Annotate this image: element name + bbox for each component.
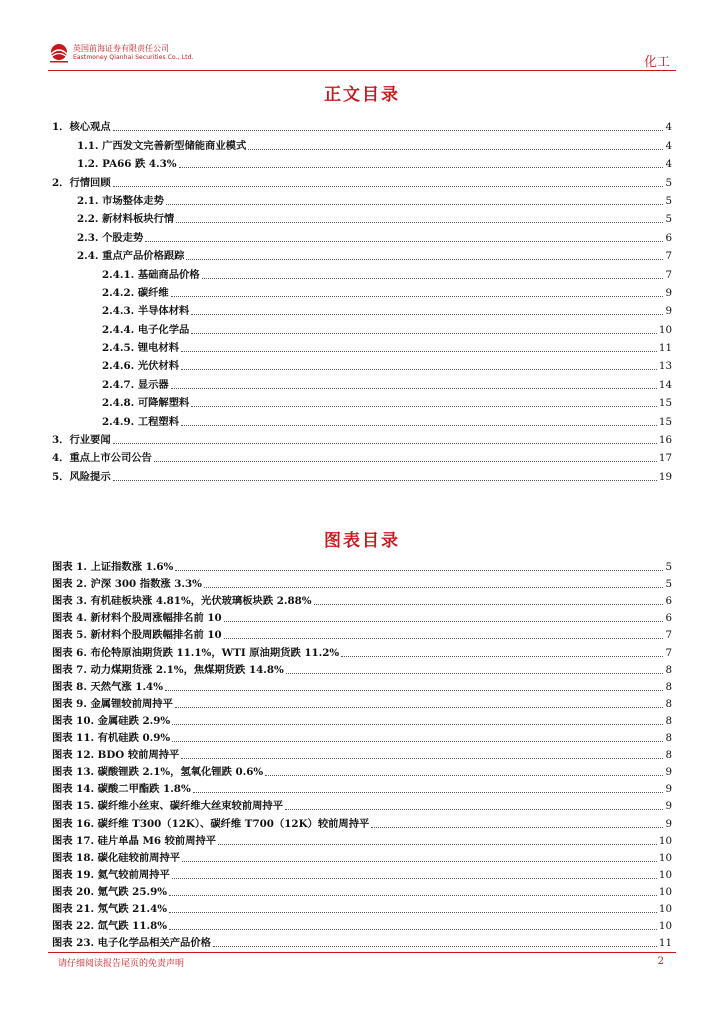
toc-entry[interactable] <box>52 300 672 318</box>
company-logo-icon <box>48 42 70 64</box>
figure-entry-page: 11 <box>658 937 672 950</box>
dot-leader <box>169 912 657 913</box>
figure-entry[interactable] <box>52 762 672 779</box>
figure-entry[interactable] <box>52 848 672 865</box>
figure-entry-page: 8 <box>665 749 672 762</box>
toc-entry[interactable] <box>52 226 672 244</box>
toc-entry-page: 9 <box>665 305 672 318</box>
toc-entry[interactable] <box>52 171 672 189</box>
dot-leader <box>172 724 663 725</box>
toc-entry[interactable] <box>52 410 672 428</box>
dot-leader <box>171 388 657 389</box>
toc-entry-page: 15 <box>658 397 672 410</box>
figure-entry[interactable] <box>52 813 672 830</box>
dot-leader <box>286 673 664 674</box>
footer-disclaimer: 请仔细阅读报告尾页的免责声明 <box>58 959 185 969</box>
toc-entry-label: 5．风险提示 <box>52 470 111 483</box>
dot-leader <box>113 443 657 444</box>
figure-entry-page: 7 <box>665 629 672 642</box>
figures-list <box>52 557 672 950</box>
toc-entry-page: 6 <box>665 231 672 244</box>
toc-list <box>52 116 672 484</box>
figure-entry-label: 图表 16. 碳纤维 T300（12K）、碳纤维 T700（12K）较前周持平 <box>52 817 370 830</box>
toc-entry[interactable] <box>52 465 672 483</box>
dot-leader <box>265 775 663 776</box>
dot-leader <box>169 895 657 896</box>
toc-entry-page: 7 <box>665 250 672 263</box>
toc-entry[interactable] <box>52 392 672 410</box>
figure-entry-page: 10 <box>658 920 672 933</box>
figures-title: 图表目录 <box>324 531 400 551</box>
dot-leader <box>248 149 663 150</box>
company-name-en: Eastmoney Qianhai Securities Co., Ltd. <box>73 54 194 61</box>
toc-entry-label: 2.1. 市场整体走势 <box>77 194 164 207</box>
toc-entry-page: 7 <box>665 268 672 281</box>
figure-entry-label: 图表 23. 电子化学品相关产品价格 <box>52 937 211 950</box>
toc-entry-label: 2.4.1. 基础商品价格 <box>102 268 200 281</box>
toc-entry-page: 14 <box>658 378 672 391</box>
toc-entry[interactable] <box>52 318 672 336</box>
footer-divider <box>48 952 676 953</box>
figure-entry-page: 6 <box>665 595 672 608</box>
dot-leader <box>371 827 663 828</box>
toc-entry-page: 5 <box>665 176 672 189</box>
figure-entry-page: 8 <box>665 732 672 745</box>
figure-entry-page: 7 <box>665 646 672 659</box>
figure-entry[interactable] <box>52 591 672 608</box>
figure-entry-page: 8 <box>665 697 672 710</box>
dot-leader <box>175 707 664 708</box>
figure-entry[interactable] <box>52 642 672 659</box>
toc-entry-label: 2.4.6. 光伏材料 <box>102 360 180 373</box>
dot-leader <box>224 621 664 622</box>
figure-entry-label: 图表 5. 新材料个股周跌幅排名前 10 <box>52 629 222 642</box>
figure-entry[interactable] <box>52 745 672 762</box>
page-number: 2 <box>657 956 664 967</box>
figure-entry-label: 图表 21. 氖气跌 21.4% <box>52 902 168 915</box>
figure-entry-label: 图表 7. 动力煤期货涨 2.1%，焦煤期货跌 14.8% <box>52 663 284 676</box>
toc-entry-page: 11 <box>658 342 672 355</box>
toc-entry[interactable] <box>52 208 672 226</box>
toc-entry-label: 2.3. 个股走势 <box>77 231 144 244</box>
toc-entry[interactable] <box>52 190 672 208</box>
dot-leader <box>171 296 664 297</box>
header-divider <box>48 70 676 71</box>
toc-entry[interactable] <box>52 245 672 263</box>
toc-entry-label: 3．行业要闻 <box>52 434 111 447</box>
dot-leader <box>176 222 663 223</box>
figure-entry-page: 10 <box>658 834 672 847</box>
dot-leader <box>202 278 664 279</box>
dot-leader <box>341 656 663 657</box>
dot-leader <box>154 461 657 462</box>
figure-entry-page: 8 <box>665 663 672 676</box>
toc-entry[interactable] <box>52 116 672 134</box>
dot-leader <box>165 690 663 691</box>
figure-entry[interactable] <box>52 608 672 625</box>
toc-entry[interactable] <box>52 373 672 391</box>
figure-entry[interactable] <box>52 625 672 642</box>
dot-leader <box>113 186 664 187</box>
dot-leader <box>182 861 657 862</box>
figure-entry[interactable] <box>52 796 672 813</box>
toc-entry-label: 2.4.2. 碳纤维 <box>102 286 169 299</box>
toc-entry-label: 1．核心观点 <box>52 121 111 134</box>
toc-entry-page: 4 <box>665 121 672 134</box>
figure-entry[interactable] <box>52 779 672 796</box>
toc-entry[interactable] <box>52 153 672 171</box>
dot-leader <box>113 130 664 131</box>
toc-entry-label: 2.4.8. 可降解塑料 <box>102 397 190 410</box>
dot-leader <box>213 946 657 947</box>
figure-entry-label: 图表 2. 沪深 300 指数涨 3.3% <box>52 578 202 591</box>
toc-entry-label: 2.4.5. 锂电材料 <box>102 342 180 355</box>
industry-label: 化工 <box>643 55 670 70</box>
toc-entry-label: 1.1. 广西发文完善新型储能商业模式 <box>77 139 247 152</box>
figure-entry[interactable] <box>52 677 672 694</box>
page-header <box>48 40 676 70</box>
figure-entry-label: 图表 20. 氪气跌 25.9% <box>52 885 168 898</box>
figure-entry-label: 图表 8. 天然气涨 1.4% <box>52 680 163 693</box>
figure-entry-page: 10 <box>658 868 672 881</box>
dot-leader <box>204 587 663 588</box>
figure-entry[interactable] <box>52 660 672 677</box>
figure-entry[interactable] <box>52 933 672 950</box>
figure-entry-label: 图表 12. BDO 较前周持平 <box>52 749 180 762</box>
figure-entry[interactable] <box>52 694 672 711</box>
figure-entry-page: 10 <box>658 885 672 898</box>
toc-entry-label: 2.2. 新材料板块行情 <box>77 213 175 226</box>
figure-entry-page: 9 <box>665 817 672 830</box>
dot-leader <box>169 929 657 930</box>
dot-leader <box>181 425 657 426</box>
dot-leader <box>181 758 663 759</box>
toc-entry-label: 2.4. 重点产品价格跟踪 <box>77 250 185 263</box>
figure-entry[interactable] <box>52 882 672 899</box>
dot-leader <box>181 369 657 370</box>
dot-leader <box>145 241 663 242</box>
figure-entry-page: 5 <box>665 561 672 574</box>
figure-entry-page: 9 <box>665 800 672 813</box>
toc-entry-label: 1.2. PA66 跌 4.3% <box>77 158 177 171</box>
figure-entry[interactable] <box>52 557 672 574</box>
figure-entry[interactable] <box>52 728 672 745</box>
toc-entry-label: 2.4.7. 显示器 <box>102 378 169 391</box>
toc-entry-page: 16 <box>658 434 672 447</box>
dot-leader <box>186 259 663 260</box>
figure-entry-label: 图表 13. 碳酸锂跌 2.1%，氢氧化锂跌 0.6% <box>52 766 264 779</box>
figure-entry[interactable] <box>52 574 672 591</box>
dot-leader <box>224 638 664 639</box>
toc-entry-page: 10 <box>658 323 672 336</box>
toc-entry[interactable] <box>52 447 672 465</box>
figure-entry[interactable] <box>52 831 672 848</box>
figure-entry-label: 图表 15. 碳纤维小丝束、碳纤维大丝束较前周持平 <box>52 800 284 813</box>
dot-leader <box>175 570 663 571</box>
toc-entry-label: 4．重点上市公司公告 <box>52 452 152 465</box>
company-name-cn: 英国前海证券有限责任公司 <box>73 44 169 53</box>
toc-entry-page: 4 <box>665 158 672 171</box>
toc-entry-page: 19 <box>658 470 672 483</box>
figure-entry-label: 图表 3. 有机硅板块涨 4.81%，光伏玻璃板块跌 2.88% <box>52 595 312 608</box>
toc-entry-label: 2.4.3. 半导体材料 <box>102 305 190 318</box>
toc-entry-label: 2．行情回顾 <box>52 176 111 189</box>
toc-entry-page: 5 <box>665 194 672 207</box>
toc-title: 正文目录 <box>324 85 400 105</box>
figure-entry-label: 图表 19. 氦气较前周持平 <box>52 868 170 881</box>
figure-entry-label: 图表 18. 碳化硅较前周持平 <box>52 851 181 864</box>
toc-entry-page: 15 <box>658 415 672 428</box>
toc-entry[interactable] <box>52 429 672 447</box>
dot-leader <box>218 844 657 845</box>
toc-entry[interactable] <box>52 337 672 355</box>
dot-leader <box>166 204 664 205</box>
dot-leader <box>314 604 664 605</box>
figure-entry-label: 图表 9. 金属锂较前周持平 <box>52 697 173 710</box>
figure-entry[interactable] <box>52 916 672 933</box>
dot-leader <box>181 351 657 352</box>
figure-entry[interactable] <box>52 711 672 728</box>
figure-entry-label: 图表 1. 上证指数涨 1.6% <box>52 561 174 574</box>
toc-entry-label: 2.4.4. 电子化学品 <box>102 323 190 336</box>
figure-entry-page: 10 <box>658 902 672 915</box>
figure-entry-page: 6 <box>665 612 672 625</box>
toc-entry[interactable] <box>52 355 672 373</box>
toc-entry[interactable] <box>52 282 672 300</box>
dot-leader <box>172 878 657 879</box>
figure-entry-label: 图表 10. 金属硅跌 2.9% <box>52 714 171 727</box>
toc-entry-page: 4 <box>665 139 672 152</box>
figure-entry-page: 9 <box>665 783 672 796</box>
figure-entry[interactable] <box>52 899 672 916</box>
figure-entry[interactable] <box>52 865 672 882</box>
figure-entry-label: 图表 14. 碳酸二甲酯跌 1.8% <box>52 783 191 796</box>
dot-leader <box>191 333 657 334</box>
figure-entry-page: 5 <box>665 578 672 591</box>
dot-leader <box>193 792 664 793</box>
dot-leader <box>191 406 657 407</box>
figure-entry-page: 10 <box>658 851 672 864</box>
figure-entry-page: 8 <box>665 680 672 693</box>
figure-entry-label: 图表 6. 布伦特原油期货跌 11.1%，WTI 原油期货跌 11.2% <box>52 646 340 659</box>
figure-entry-label: 图表 11. 有机硅跌 0.9% <box>52 732 171 745</box>
toc-entry[interactable] <box>52 263 672 281</box>
toc-entry-label: 2.4.9. 工程塑料 <box>102 415 180 428</box>
figure-entry-label: 图表 22. 氙气跌 11.8% <box>52 920 168 933</box>
toc-entry-page: 9 <box>665 286 672 299</box>
dot-leader <box>191 314 663 315</box>
figure-entry-label: 图表 4. 新材料个股周涨幅排名前 10 <box>52 612 222 625</box>
dot-leader <box>172 741 663 742</box>
toc-entry-page: 13 <box>658 360 672 373</box>
figure-entry-page: 9 <box>665 766 672 779</box>
dot-leader <box>113 480 657 481</box>
figure-entry-label: 图表 17. 硅片单晶 M6 较前周持平 <box>52 834 217 847</box>
toc-entry-page: 17 <box>658 452 672 465</box>
toc-entry[interactable] <box>52 134 672 152</box>
dot-leader <box>285 809 663 810</box>
figure-entry-page: 8 <box>665 714 672 727</box>
toc-entry-page: 5 <box>665 213 672 226</box>
dot-leader <box>179 167 664 168</box>
